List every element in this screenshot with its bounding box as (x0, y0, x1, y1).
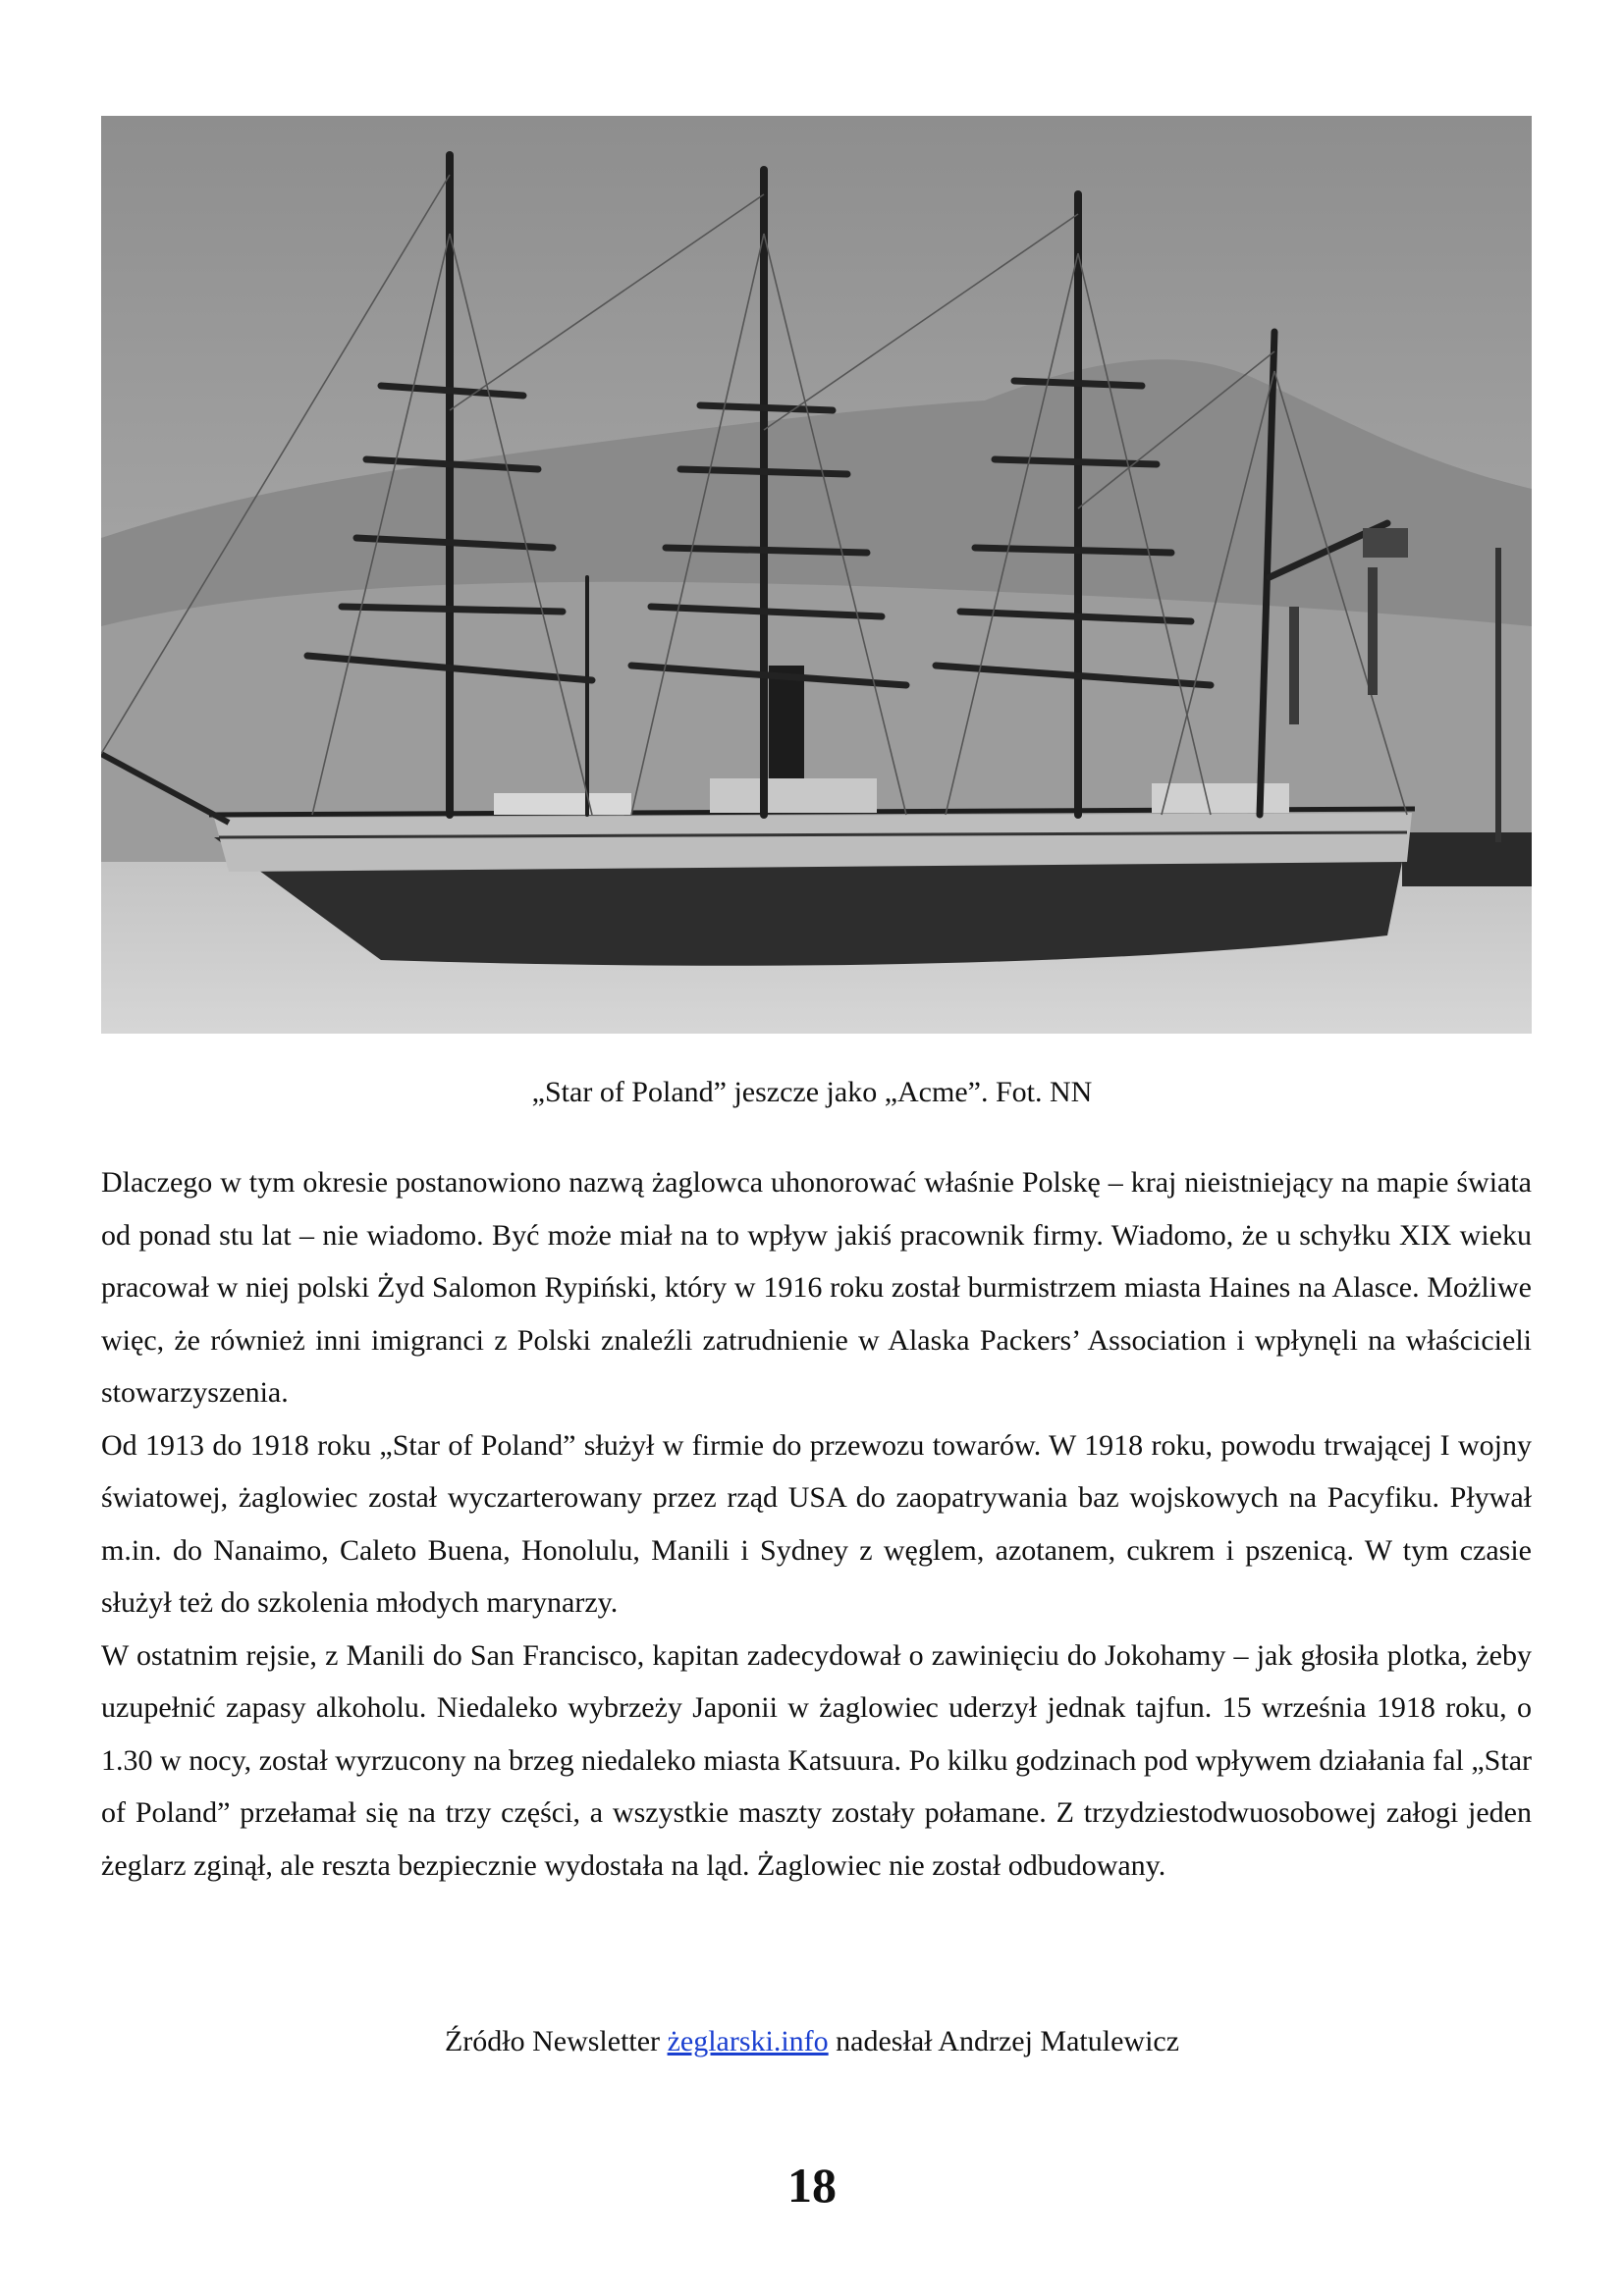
ship-photo (101, 116, 1532, 1034)
flag (1363, 528, 1408, 558)
paragraph: W ostatnim rejsie, z Manili do San Francisco, kapitan zadecydował o zawinięciu do Jokohamy – jak głosiła plotka, żeby uzupełnić zapasy alkoholu. Niedaleko wybrzeży Japonii w żaglowiec uderzył jednak tajfun. 15 września 1918 roku, o 1.30 w nocy, został wyrzucony na brzeg niedaleko miasta Katsuura. Po kilku godzinach pod wpływem działania fal „Star of Poland” przełamał się na trzy części, a wszystkie maszty zostały połamane. Z trzydziestodwuosobowej załogi jeden żeglarz zginął, ale reszta bezpiecznie wydostała na ląd. Żaglowiec nie został odbudowany. (101, 1638, 1532, 1882)
source-prefix: Źródło Newsletter (444, 2025, 668, 2057)
paragraph: Dlaczego w tym okresie postanowiono nazwą żaglowca uhonorować właśnie Polskę – kraj nieistniejący na mapie świata od ponad stu lat – nie wiadomo. Być może miał na to wpływ jakiś pracownik firmy. Wiadomo, że u schyłku XIX wieku pracował w niej polski Żyd Salomon Rypiński, który w 1916 roku został burmistrzem miasta Haines na Alasce. Możliwe więc, że również inni imigranci z Polski znaleźli zatrudnienie w Alaska Packers’ Association i wpłynęli na właścicieli stowarzyszenia. (101, 1166, 1532, 1409)
sailing-ship-illustration (101, 116, 1532, 1034)
source-suffix: nadesłał Andrzej Matulewicz (828, 2025, 1180, 2057)
paragraph: Od 1913 do 1918 roku „Star of Poland” służył w firmie do przewozu towarów. W 1918 roku, powodu trwającej I wojny światowej, żaglowiec został wyczarterowany przez rząd USA do zaopatrywania baz wojskowych na Pacyfiku. Pływał m.in. do Nanaimo, Caleto Buena, Honolulu, Manili i Sydney z węglem, azotanem, cukrem i pszenicą. W tym czasie służył też do szkolenia młodych marynarzy. (101, 1428, 1532, 1619)
figure-caption: „Star of Poland” jeszcze jako „Acme”. Fot. NN (531, 1076, 1093, 1108)
source-link[interactable]: żeglarski.info (667, 2025, 829, 2057)
page-number: 18 (787, 2158, 837, 2213)
article-body (101, 1156, 1532, 1892)
pier (1402, 832, 1532, 886)
source-line (0, 2022, 1624, 2061)
